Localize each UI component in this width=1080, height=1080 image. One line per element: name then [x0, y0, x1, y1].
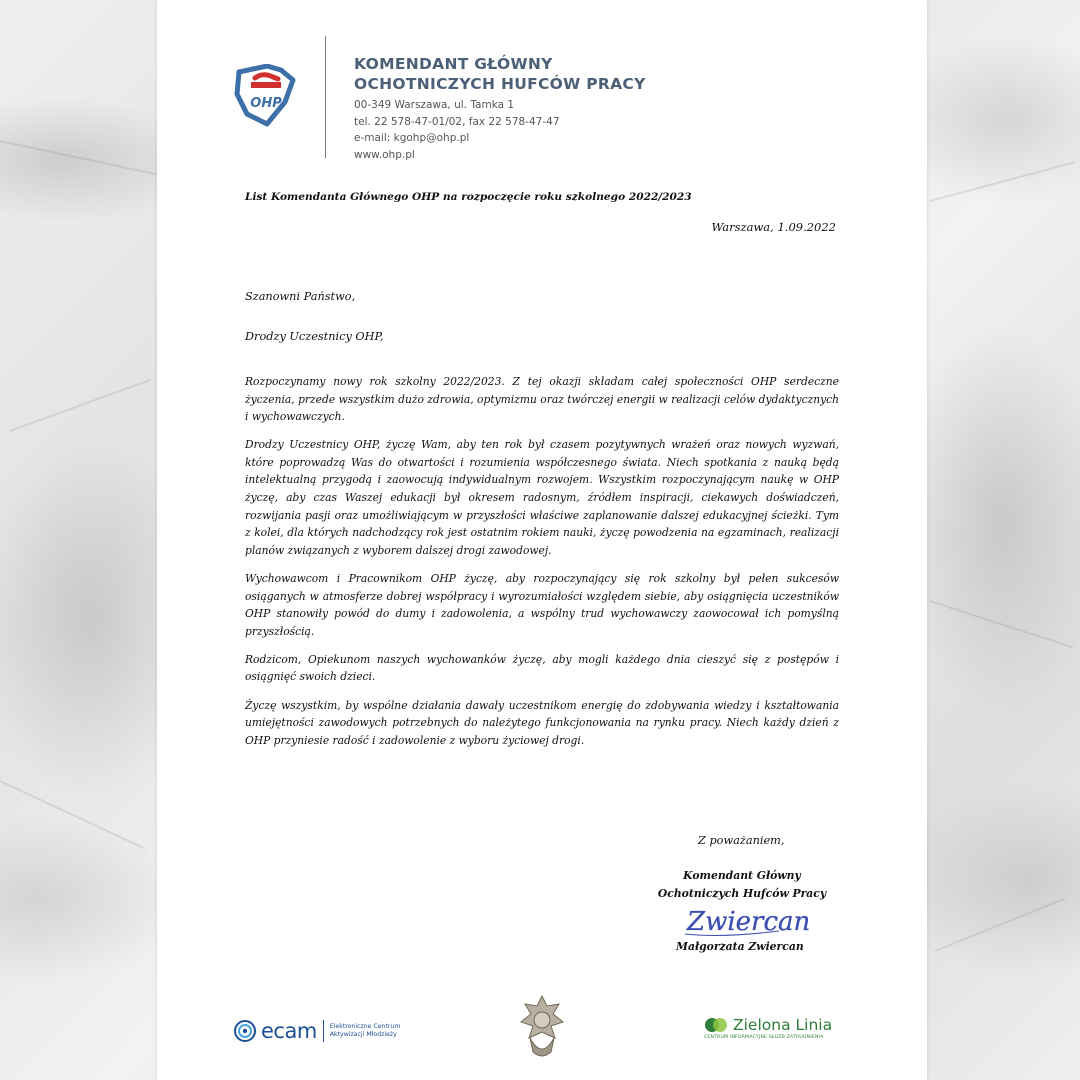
paragraph: Rodzicom, Opiekunom naszych wychowanków życzę, aby mogli każdego dnia cieszyć się z postępów i osiągnięć swoich dzieci.	[245, 652, 839, 684]
letter-page	[157, 0, 927, 1080]
org-name-line2: OCHOTNICZYCH HUFCÓW PRACY	[354, 75, 646, 93]
org-name	[354, 54, 646, 94]
ecam-logo	[233, 1019, 400, 1043]
org-phone: tel. 22 578-47-01/02, fax 22 578-47-47	[354, 115, 560, 128]
ecam-sub-line2: Aktywizacji Młodzieży	[329, 1031, 397, 1038]
letter-dateline: Warszawa, 1.09.2022	[711, 220, 836, 234]
ohp-logo	[233, 64, 299, 128]
org-email: e-mail: kgohp@ohp.pl	[354, 132, 470, 144]
letter-subject: List Komendanta Głównego OHP na rozpoczęcie roku szkolnego 2022/2023	[245, 191, 692, 203]
ecam-sub-line1: Elektroniczne Centrum	[329, 1023, 401, 1030]
ecam-divider	[323, 1020, 324, 1042]
marble-vein	[10, 379, 152, 432]
salutation-2: Drodzy Uczestnicy OHP,	[245, 330, 384, 343]
signature-text: Zwiercan	[687, 907, 811, 937]
org-name-line1: KOMENDANT GŁÓWNY	[354, 55, 553, 73]
paragraph: Rozpoczynamy nowy rok szkolny 2022/2023. Z tej okazji składam całej społeczności OHP serdeczne życzenia, przede wszystkim dużo zdrowia, optymizmu oraz twórczej energii w realizacji celów dydaktycznych i wychowawczych.	[245, 375, 839, 424]
handwritten-signature	[683, 900, 823, 940]
ohp-emblem-icon	[517, 994, 567, 1062]
paragraph: Wychowawcom i Pracownikom OHP życzę, aby rozpoczynający się rok szkolny był pełen sukcesów osiąganych w atmosferze dobrej współpracy i wyrozumiałości względem siebie, aby osiągnięcia uczestników OHP stanowiły powód do dumy i zadowolenia, a wspólny trud wychowawczy zaowocował ich pomyślną przyszłością.	[245, 571, 839, 638]
ecam-subtitle	[330, 1023, 401, 1039]
org-contact	[354, 97, 560, 163]
salutation-1: Szanowni Państwo,	[245, 290, 356, 303]
signature-title-line2: Ochotniczych Hufców Pracy	[657, 887, 827, 900]
marble-vein	[935, 898, 1066, 952]
ecam-swirl-icon	[233, 1019, 257, 1043]
header-divider	[325, 36, 326, 158]
zielona-linia-icon	[704, 1016, 728, 1034]
signature-title-line1: Komendant Główny	[683, 869, 801, 882]
marble-vein	[0, 140, 157, 175]
org-website: www.ohp.pl	[354, 148, 415, 161]
zielona-linia-wordmark: Zielona Linia	[733, 1016, 833, 1034]
signer-name: Małgorzata Zwiercan	[676, 940, 804, 953]
paragraph: Drodzy Uczestnicy OHP, życzę Wam, aby ten rok był czasem pozytywnych wrażeń oraz nowych wyzwań, które poprowadzą Was do otwartości i rozumienia współczesnego świata. Niech spotkania z nauką będą intelektualną przygodą i zaowocują indywidualnym rozwojem. Wszystkim rozpoczynającym naukę w OHP życzę, aby czas Waszej edukacji był okresem radosnym, źródłem inspiracji, ciekawych doświadczeń, rozwijania pasji oraz umożliwiającym w przyszłości właściwe zaplanowanie dalszej edukacyjnej ścieżki. Tym z kolei, dla których nadchodzący rok jest ostatnim rokiem nauki, życzę powodzenia na egzaminach, realizacji planów związanych z wyborem dalszej drogi zawodowej.	[245, 438, 839, 557]
closing: Z poważaniem,	[698, 834, 785, 847]
marble-vein	[0, 780, 145, 849]
marble-vein	[930, 161, 1075, 202]
logo-text: OHP	[250, 96, 282, 111]
letter-body	[245, 373, 839, 760]
zielona-linia-subtitle: CENTRUM INFORMACYJNE SŁUŻB ZATRUDNIENIA	[704, 1035, 824, 1040]
ecam-wordmark: ecam	[261, 1019, 317, 1043]
org-address: 00-349 Warszawa, ul. Tamka 1	[354, 99, 515, 111]
paragraph: Życzę wszystkim, by wspólne działania dawały uczestnikom energię do zdobywania wiedzy i kształtowania umiejętności zawodowych potrzebnych do należytego funkcjonowania na rynku pracy. Niech każdy dzień z OHP przyniesie radość i zadowolenie z wyboru życiowej drogi.	[245, 698, 839, 747]
marble-vein	[930, 600, 1073, 648]
signature-title	[637, 867, 847, 903]
zielona-linia-logo	[704, 1016, 832, 1040]
